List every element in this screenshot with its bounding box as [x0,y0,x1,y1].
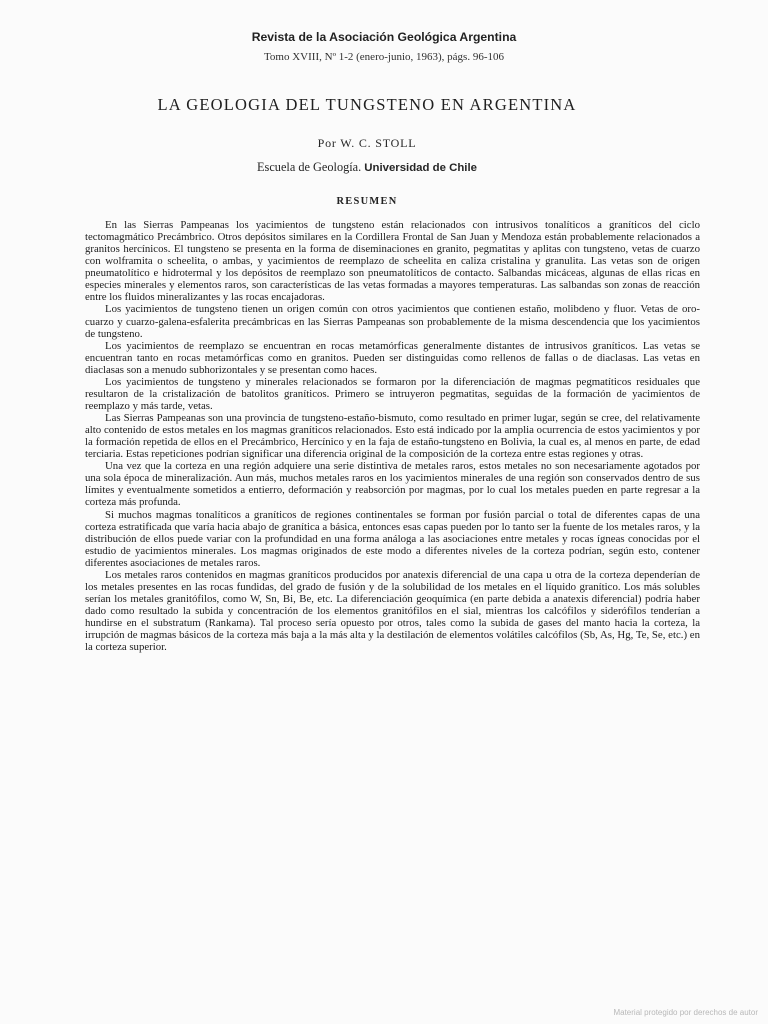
abstract-paragraph: Los yacimientos de reemplazo se encuentran en rocas metamórficas generalmente distantes de intrusivos graníticos. Las vetas se encuentran tanto en rocas metamórficas como en granitos. Pueden ser distinguidas como rellenos de fallas o de diaclasas. Las vetas en diaclasas son a menudo subhorizontales y se presentan como haces. [85,339,700,376]
author-affiliation [0,160,734,175]
article-title: LA GEOLOGIA DEL TUNGSTENO EN ARGENTINA [157,95,577,114]
affiliation-school: Escuela de Geología. [257,160,362,174]
copyright-watermark: Material protegido por derechos de autor [613,1008,758,1017]
abstract-paragraph: En las Sierras Pampeanas los yacimientos de tungsteno están relacionados con intrusivos tonalíticos a graníticos del ciclo tectomagmático Precámbrico. Otros depósitos similares en la Cordillera Frontal de San Juan y Mendoza están probablemente relacionados a granitos hercínicos. El tungsteno se presenta en la forma de diseminaciones en granito, pegmatitas y aplitas con tungsteno, vetas de cuarzo con wolframita o scheelita, o ambas, y yacimientos de reemplazo de scheelita en caliza cristalina y granulita. Las vetas son de origen pneumatolítico e hidrotermal y los depósitos de reemplazo son pneumatolíticos de contacto. Salbandas micáceas, algunas de ellas ricas en especies minerales y elementos raros, son características de las vetas formadas a mayores temperaturas. Las salbandas son zonas de reacción entre los fluidos mineralizantes y las rocas encajadoras. [85,219,700,304]
volume-info: Tomo XVIII, Nº 1-2 (enero-junio, 1963), págs. 96-106 [263,51,504,63]
journal-name: Revista de la Asociación Geológica Argentina [251,30,517,44]
abstract-paragraph: Una vez que la corteza en una región adquiere una serie distintiva de metales raros, estos metales no son necesariamente agotados por una sola época de mineralización. Aun más, muchos metales raros en los yacimientos minerales de una región son conservados dentro de sus límites y eventualmente sometidos a entierro, deformación y reabsorción por magmas, por lo cual los metales pueden en parte regresar a la corteza más profunda. [85,460,700,509]
abstract-paragraph: Si muchos magmas tonalíticos a graníticos de regiones continentales se forman por fusión parcial o total de diferentes capas de una corteza estratificada que varía hacia abajo de granítica a básica, entonces esas capas pueden por lo tanto ser la fuente de los metales raros, y la distribución de ellos puede variar con la profundidad en una forma análoga a las asociaciones entre metales y rocas ígneas conocidas por el estudio de yacimientos minerales. Los magmas originados de este modo a diferentes niveles de la corteza podrían, según esto, contener diferentes asociaciones de metales raros. [85,508,700,569]
abstract-paragraph: Las Sierras Pampeanas son una provincia de tungsteno-estaño-bismuto, como resultado en primer lugar, según se cree, del relativamente alto contenido de estos metales en los magmas graníticos relacionados. Esto está indicado por la amplia ocurrencia de estos yacimientos y por la formación repetida de ellos en el Precámbrico, Hercínico y en la faja de estaño-tungsteno en Bolivia, la cual es, al menos en parte, de edad terciaria. Estas repeticiones podrían significar una diferencia original de la composición de la corteza entre estas regiones y otras. [85,412,700,461]
abstract-body [85,219,700,653]
abstract-paragraph: Los metales raros contenidos en magmas graníticos producidos por anatexis diferencial de una capa u otra de la corteza dependerían de los metales presentes en las rocas fundidas, del grado de fusión y de la solubilidad de los metales en el líquido granítico. Los más solubles serían los metales granitófilos, como W, Sn, Bi, Be, etc. La diferenciación geoquímica (en parte debida a anatexis diferencial) podría haber dado como resultado la subida y concentración de los elementos granitófilos en el sial, mientras los calcófilos y siderófilos tenderían a hundirse en el substratum (Rankama). Tal proceso sería opuesto por otros, tales como la subida de gases del manto hacia la corteza, la irrupción de magmas básicos de la corteza más baja a la más alta y la destilación de elementos volátiles calcófilos (Sb, As, Hg, Te, Se, etc.) en la corteza superior. [85,568,700,654]
article-author: Por W. C. STOLL [317,136,417,150]
abstract-heading: RESUMEN [336,196,398,207]
abstract-paragraph: Los yacimientos de tungsteno tienen un origen común con otros yacimientos que contienen estaño, molibdeno y fluor. Vetas de oro-cuarzo y cuarzo-galena-esfalerita precámbricas en las Sierras Pampeanas son probablemente de la misma descendencia que los yacimientos de tungsteno. [85,303,700,340]
abstract-paragraph: Los yacimientos de tungsteno y minerales relacionados se formaron por la diferenciación de magmas pegmatíticos residuales que resultaron de la cristalización de batolitos graníticos. Primero se intruyeron pegmatitas, seguidas de la formación de yacimientos de reemplazo y más tarde, vetas. [85,375,700,412]
affiliation-university: Universidad de Chile [364,162,477,174]
